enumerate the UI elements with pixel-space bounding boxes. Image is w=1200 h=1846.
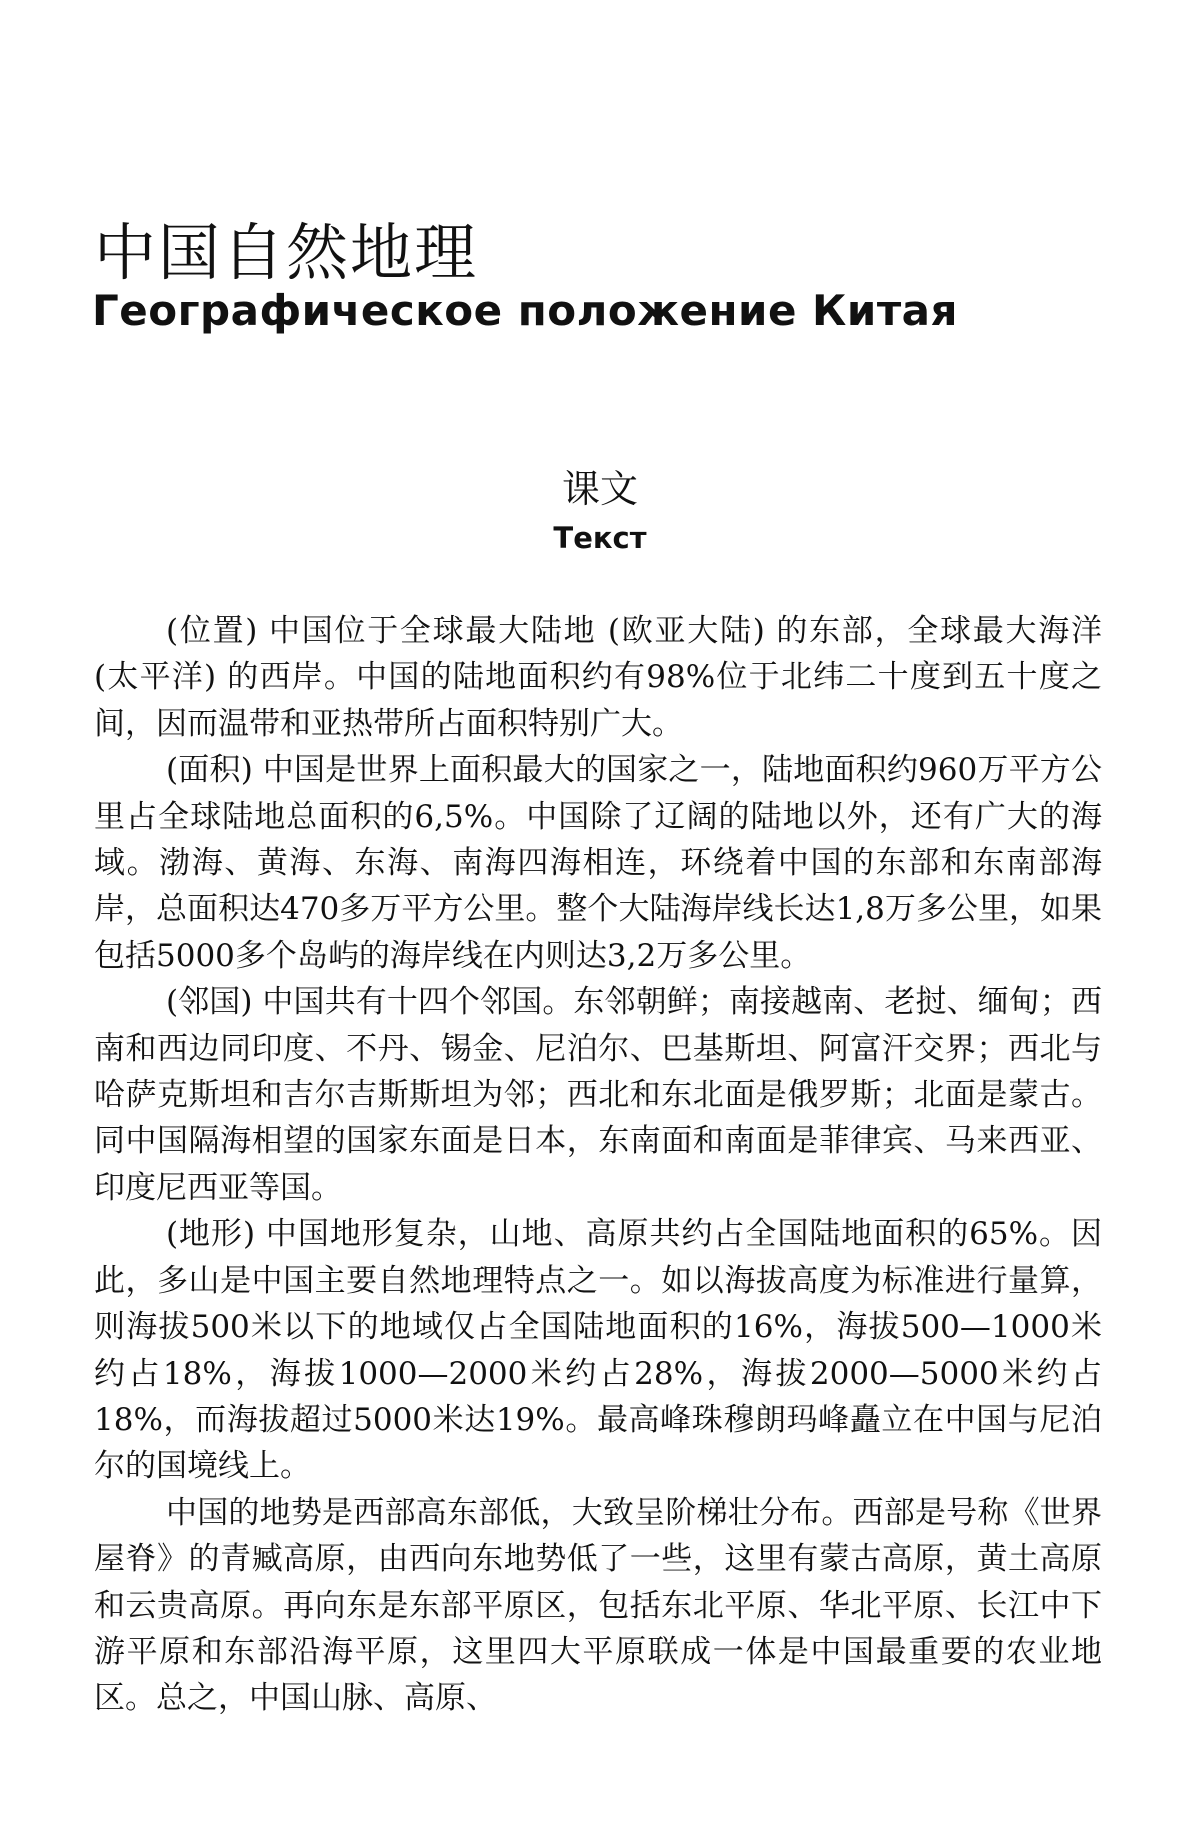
paragraph-topography: 中国的地势是西部高东部低，大致呈阶梯壮分布。西部是号称《世界屋脊》的青臧高原，由西向东地势低了一些，这里有蒙古高原，黄土高原和云贵高原。再向东是东部平原区，包括东北平原、华北平原、长江中下游平原和东部沿海平原，这里四大平原联成一体是中国最重要的农业地区。总之，中国山脉、高原、 <box>94 1494 1102 1717</box>
body-text <box>94 608 1102 1722</box>
chapter-title-russian: Географическое положение Китая <box>92 286 958 335</box>
section-heading-chinese: 课文 <box>561 467 638 511</box>
section-heading-russian: Текст <box>553 521 647 555</box>
paragraph-terrain: (地形) 中国地形复杂，山地、高原共约占全国陆地面积的65%。因此，多山是中国主要自然地理特点之一。如以海拔高度为标准进行量算，则海拔500米以下的地域仅占全国陆地面积的16%，海拔500—1000米约占18%，海拔1000—2000米约占28%，海拔2000—5000米约占18%，而海拔超过5000米达19%。最高峰珠穆朗玛峰矗立在中国与尼泊尔的国境线上。 <box>94 1216 1102 1485</box>
chapter-title-chinese: 中国自然地理 <box>94 216 479 289</box>
paragraph-area: (面积) 中国是世界上面积最大的国家之一，陆地面积约960万平方公里占全球陆地总面积的6,5%。中国除了辽阔的陆地以外，还有广大的海域。渤海、黄海、东海、南海四海相连，环绕着中国的东部和东南部海岸，总面积达470多万平方公里。整个大陆海岸线长达1,8万多公里，如果包括5000多个岛屿的海岸线在内则达3,2万多公里。 <box>94 752 1102 974</box>
paragraph-neighbors: (邻国) 中国共有十四个邻国。东邻朝鲜；南接越南、老挝、缅甸；西南和西边同印度、不丹、锡金、尼泊尔、巴基斯坦、阿富汗交界；西北与哈萨克斯坦和吉尔吉斯斯坦为邻；西北和东北面是俄罗斯；北面是蒙古。同中国隔海相望的国家东面是日本，东南面和南面是菲律宾、马来西亚、印度尼西亚等国。 <box>94 984 1102 1206</box>
paragraph-location: (位置) 中国位于全球最大陆地 (欧亚大陆) 的东部，全球最大海洋 (太平洋) 的西岸。中国的陆地面积约有98%位于北纬二十度到五十度之间，因而温带和亚热带所占面积特别广大。 <box>94 613 1102 742</box>
